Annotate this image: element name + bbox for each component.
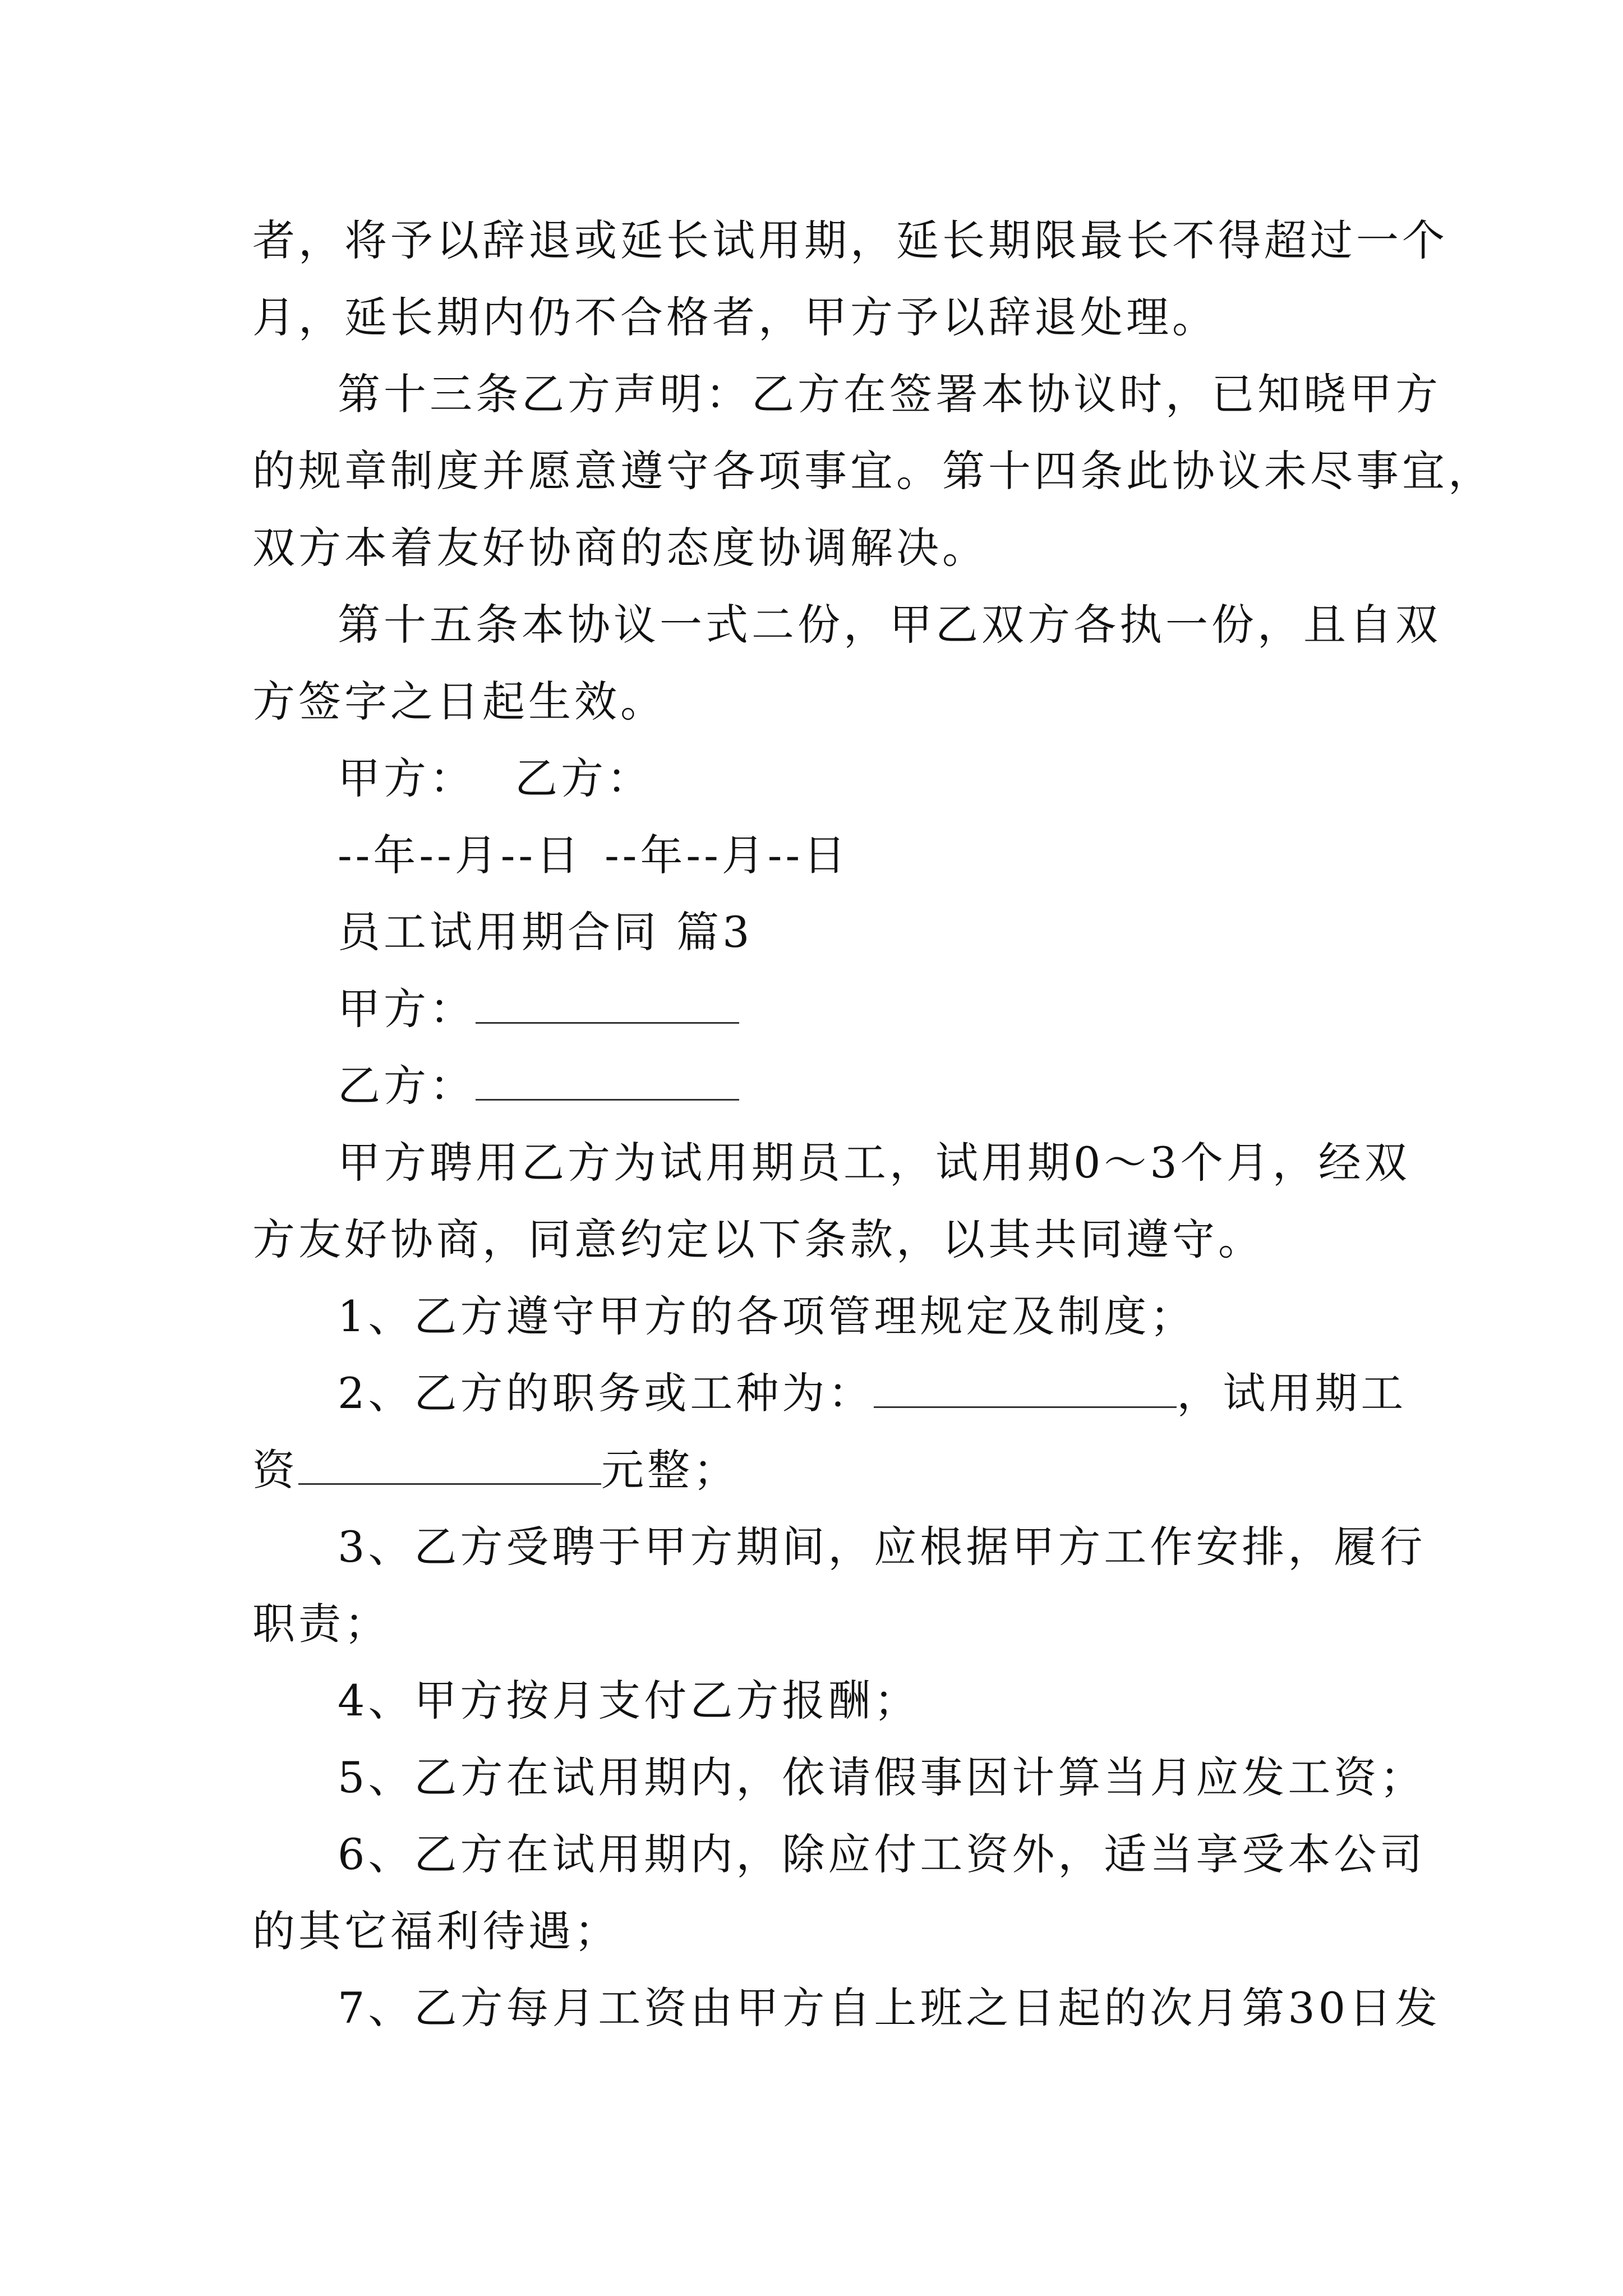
- text-line: 者，将予以辞退或延长试用期，延长期限最长不得超过一个: [252, 215, 1448, 265]
- clause-4: 4、甲方按月支付乙方报酬；: [338, 1676, 920, 1726]
- party-b-label: 乙方：: [338, 1061, 476, 1111]
- salary-blank: [298, 1444, 601, 1485]
- clause-3-cont: 职责；: [252, 1599, 390, 1649]
- party-b-signature-label: 乙方：: [515, 753, 653, 803]
- clause-5: 5、乙方在试用期内，依请假事因计算当月应发工资；: [338, 1752, 1426, 1802]
- text-line: 的规章制度并愿意遵守各项事宜。第十四条此协议未尽事宜，: [252, 446, 1494, 496]
- clause-7: 7、乙方每月工资由甲方自上班之日起的次月第30日发: [338, 1983, 1441, 2033]
- document-page: [252, 202, 1494, 2046]
- party-a-field: [252, 970, 1380, 1047]
- party-b-blank: [476, 1060, 739, 1101]
- text-line: 第十五条本协议一式二份，甲乙双方各执一份，且自双: [338, 600, 1441, 650]
- clause-1: 1、乙方遵守甲方的各项管理规定及制度；: [338, 1291, 1196, 1341]
- section-title: 员工试用期合同 篇3: [338, 907, 753, 957]
- party-b-field: [252, 1047, 1380, 1124]
- party-a-label: 甲方：: [338, 984, 476, 1034]
- clause-2-text: 元整；: [601, 1445, 739, 1495]
- clause-2-text: 资: [252, 1445, 298, 1495]
- party-a-signature-label: 甲方：: [338, 753, 476, 803]
- clause-2-cont: [252, 1432, 1380, 1508]
- text-line: 方签字之日起生效。: [252, 677, 666, 726]
- text-line: 第十三条乙方声明：乙方在签署本协议时，已知晓甲方: [338, 369, 1441, 419]
- position-blank: [874, 1367, 1177, 1408]
- clause-2: [252, 1355, 1407, 1432]
- clause-2-text: 2、乙方的职务或工种为：: [338, 1368, 874, 1418]
- party-a-date: --年--月--日: [338, 830, 583, 880]
- clause-6-cont: 的其它福利待遇；: [252, 1906, 620, 1956]
- text-line: 月，延长期内仍不合格者，甲方予以辞退处理。: [252, 292, 1218, 342]
- party-b-date: --年--月--日: [605, 830, 850, 880]
- text-line: 方友好协商，同意约定以下条款，以其共同遵守。: [252, 1214, 1264, 1264]
- clause-2-text: ，试用期工: [1177, 1368, 1407, 1418]
- text-line: 甲方聘用乙方为试用期员工，试用期0～3个月，经双: [338, 1138, 1410, 1188]
- signature-dates: [252, 817, 1380, 894]
- text-line: 双方本着友好协商的态度协调解决。: [252, 523, 988, 573]
- clause-6: 6、乙方在试用期内，除应付工资外，适当享受本公司: [338, 1829, 1426, 1879]
- party-a-blank: [476, 983, 739, 1024]
- signature-parties: [252, 740, 1380, 817]
- clause-3: 3、乙方受聘于甲方期间，应根据甲方工作安排，履行: [338, 1522, 1426, 1572]
